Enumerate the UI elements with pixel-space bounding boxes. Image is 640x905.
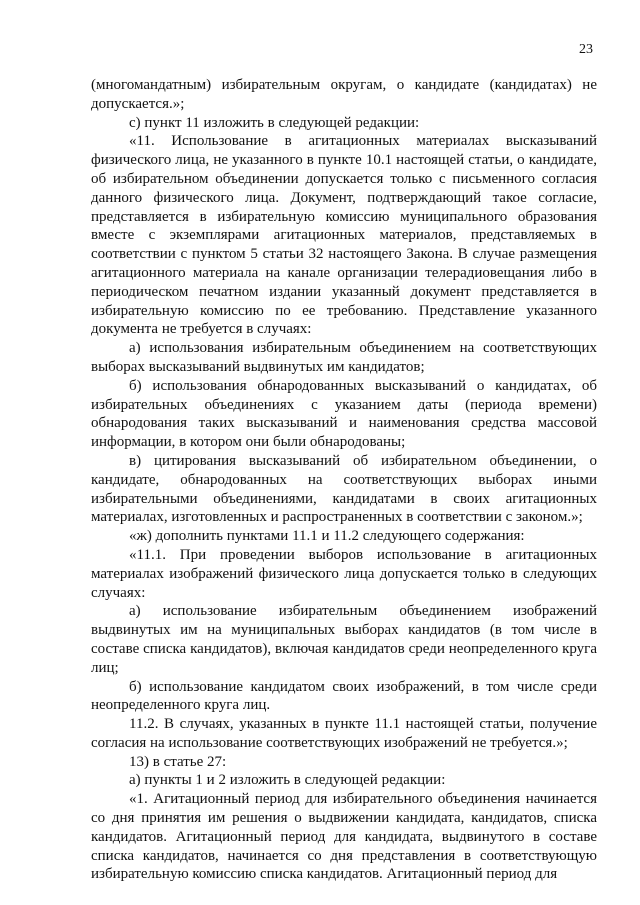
paragraph: а) использование избирательным объединением изображений выдвинутых им на муниципальных выборах кандидатов (в том числе в составе списка кандидатов), включая кандидатов среди неопределенного круга лиц; (91, 603, 597, 676)
paragraph: (многомандатным) избирательным округам, о кандидате (кандидатах) не допускается.»; (91, 77, 597, 112)
document-body (91, 76, 597, 884)
paragraph: «11. Использование в агитационных материалах высказываний физического лица, не указанного в пункте 10.1 настоящей статьи, о кандидате, об избирательном объединении допускается только с письменного согласия данного физического лица. Документ, подтверждающий такое согласие, представляется в избирательную комиссию муниципального образования вместе с экземплярами агитационных материалов, представляемых в соответствии с пунктом 5 статьи 32 настоящего Закона. В случае размещения агитационного материала на канале организации телерадиовещания либо в периодическом печатном издании указанный документ представляется в избирательную комиссию по ее требованию. Представление указанного документа не требуется в случаях: (91, 133, 597, 338)
paragraph: с) пункт 11 изложить в следующей редакции: (129, 114, 420, 131)
paragraph: 13) в статье 27: (129, 753, 227, 770)
paragraph: 11.2. В случаях, указанных в пункте 11.1 настоящей статьи, получение согласия на использование соответствующих изображений не требуется.»; (91, 716, 597, 751)
paragraph: в) цитирования высказываний об избирательном объединении, о кандидате, обнародованных на соответствующих выборах иными избирательными объединениями, кандидатами в своих агитационных материалах, изготовленных и распространенных в соответствии с законом.»; (91, 452, 597, 526)
paragraph: «ж) дополнить пунктами 11.1 и 11.2 следующего содержания: (129, 528, 525, 545)
paragraph: а) использования избирательным объединением на соответствующих выборах высказываний выдвинутых им кандидатов; (91, 340, 597, 375)
paragraph: б) использование кандидатом своих изображений, в том числе среди неопределенного круга лиц. (91, 678, 597, 714)
paragraph: а) пункты 1 и 2 изложить в следующей редакции: (129, 772, 446, 789)
paragraph: б) использования обнародованных высказываний о кандидатах, об избирательных объединениях с указанием даты (периода времени) обнародования таких высказываний и наименования средства массовой информации, в котором они были обнародованы; (91, 377, 597, 451)
page-number: 23 (579, 42, 593, 57)
paragraph: «11.1. При проведении выборов использование в агитационных материалах изображений физического лица допускается только в следующих случаях: (91, 546, 597, 601)
paragraph: «1. Агитационный период для избирательного объединения начинается со дня принятия им решения о выдвижении кандидата, кандидатов, списка кандидатов. Агитационный период для кандидата, выдвинутого в составе списка кандидатов, начинается со дня представления в соответствующую избирательную комиссию списка кандидатов. Агитационный период для (91, 791, 597, 883)
